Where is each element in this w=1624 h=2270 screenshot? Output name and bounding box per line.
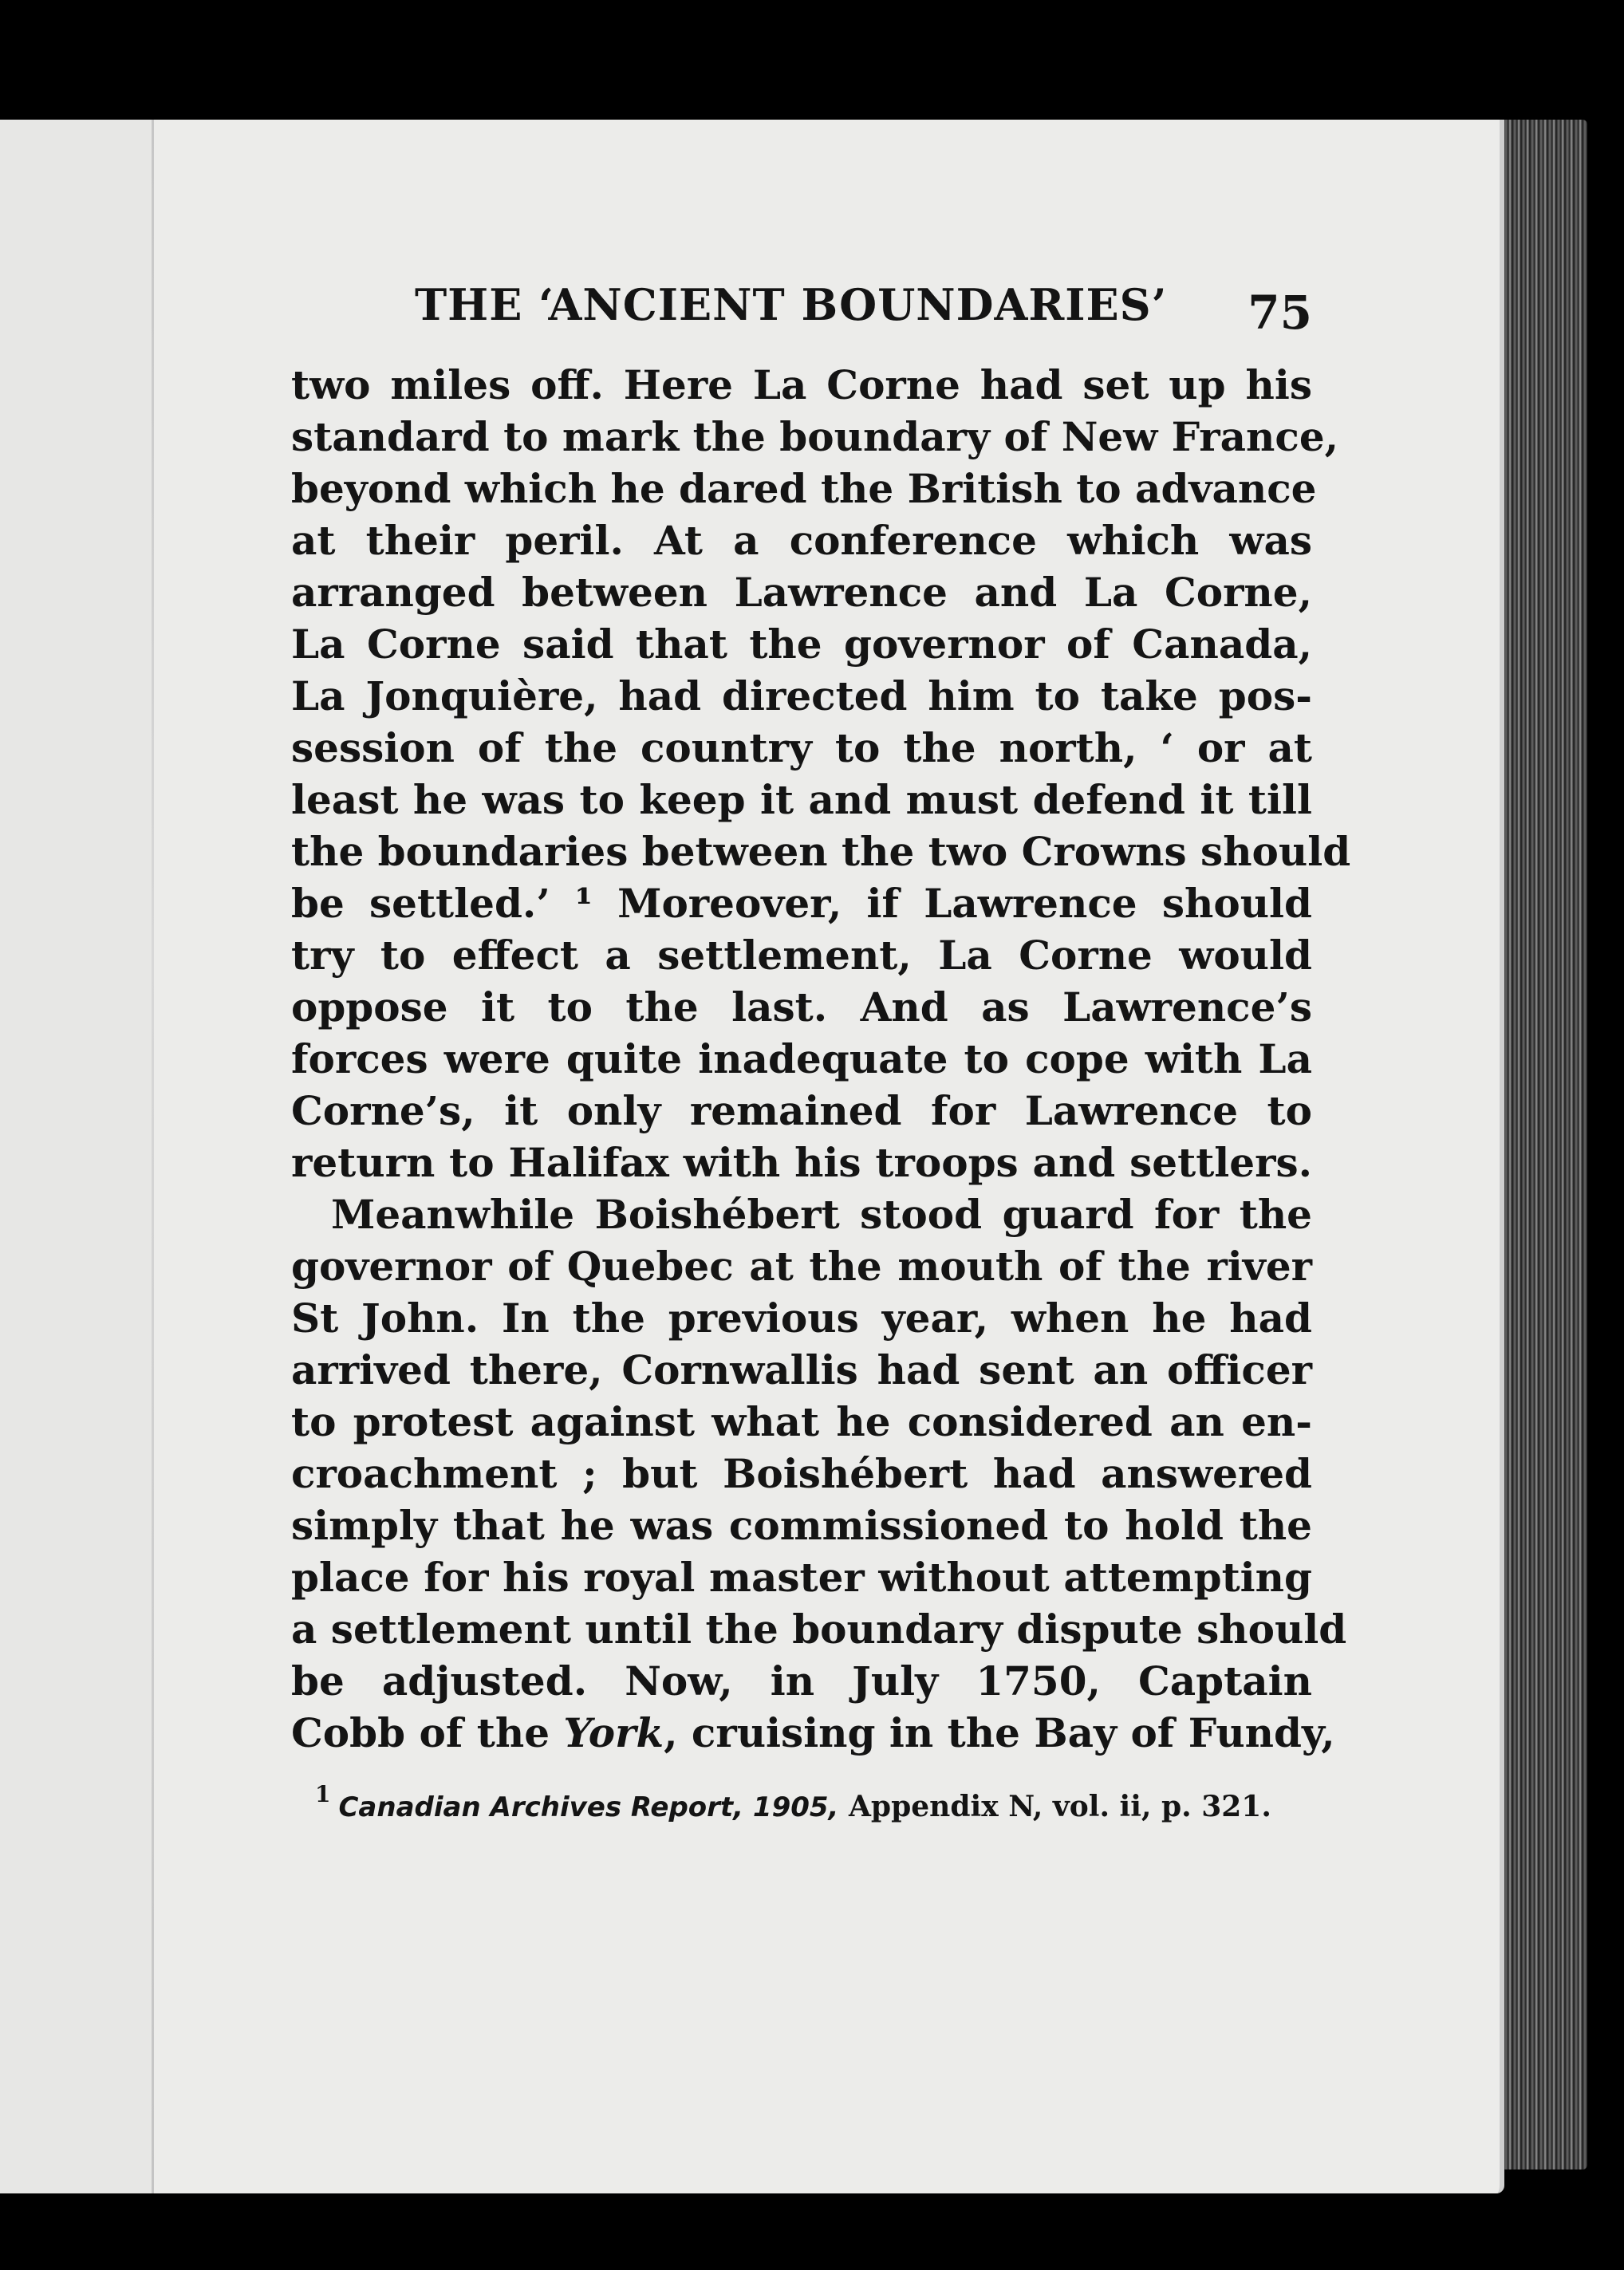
text-line: two miles off. Here La Corne had set up his — [291, 361, 1312, 408]
text-line: forces were quite inadequate to cope with La — [291, 1035, 1312, 1082]
footnote-reference: Appendix N, vol. ii, p. 321. — [838, 1790, 1271, 1823]
text-line: least he was to keep it and must defend it till — [291, 776, 1312, 823]
text-line: simply that he was commissioned to hold the — [291, 1502, 1312, 1549]
footnote — [291, 1775, 1312, 1827]
running-head — [291, 271, 1312, 359]
text-line: La Jonquière, had directed him to take pos- — [291, 672, 1312, 719]
text-line: La Corne said that the governor of Canada, — [291, 621, 1312, 668]
text-line: croachment ; but Boishébert had answered — [291, 1450, 1312, 1497]
facing-page-edge — [0, 120, 152, 2193]
text-line: at their peril. At a conference which was — [291, 517, 1312, 564]
text-line: to protest against what he considered an en- — [291, 1398, 1312, 1445]
text-line: oppose it to the last. And as Lawrence’s — [291, 983, 1312, 1031]
last-text-line — [291, 1707, 1335, 1759]
text-line: try to effect a settlement, La Corne would — [291, 932, 1312, 979]
text-line: standard to mark the boundary of New France, — [291, 413, 1339, 460]
gutter — [152, 120, 154, 2193]
text-line: Corne’s, it only remained for Lawrence to — [291, 1087, 1312, 1134]
text-line: be adjusted. Now, in July 1750, Captain — [291, 1657, 1312, 1704]
text-fragment: , cruising in the Bay of Fundy, — [664, 1709, 1335, 1756]
text-line: be settled.’ ¹ Moreover, if Lawrence should — [291, 880, 1312, 927]
footnote-source: Canadian Archives Report, 1905, — [338, 1791, 839, 1823]
text-line: beyond which he dared the British to advance — [291, 465, 1317, 512]
text-line: arranged between Lawrence and La Corne, — [291, 569, 1312, 616]
body-text — [291, 359, 1351, 1759]
text-fragment: Cobb of the — [291, 1709, 564, 1756]
text-line: the boundaries between the two Crowns should — [291, 828, 1351, 875]
ship-name: York — [563, 1709, 664, 1756]
text-line: a settlement until the boundary dispute should — [291, 1606, 1347, 1653]
text-line: session of the country to the north, ‘ or at — [291, 724, 1312, 771]
text-line: governor of Quebec at the mouth of the river — [291, 1243, 1312, 1290]
text-line: place for his royal master without attempting — [291, 1554, 1312, 1601]
text-line: arrived there, Cornwallis had sent an officer — [291, 1346, 1312, 1393]
footnote-marker: 1 — [315, 1781, 331, 1807]
page-number: 75 — [1248, 286, 1312, 340]
page-content — [291, 271, 1351, 1827]
text-line: return to Halifax with his troops and settlers. — [291, 1139, 1312, 1186]
paragraph-start-line: Meanwhile Boishébert stood guard for the — [331, 1191, 1312, 1238]
running-title: THE ‘ANCIENT BOUNDARIES’ — [415, 279, 1168, 330]
text-line: St John. In the previous year, when he had — [291, 1295, 1312, 1342]
